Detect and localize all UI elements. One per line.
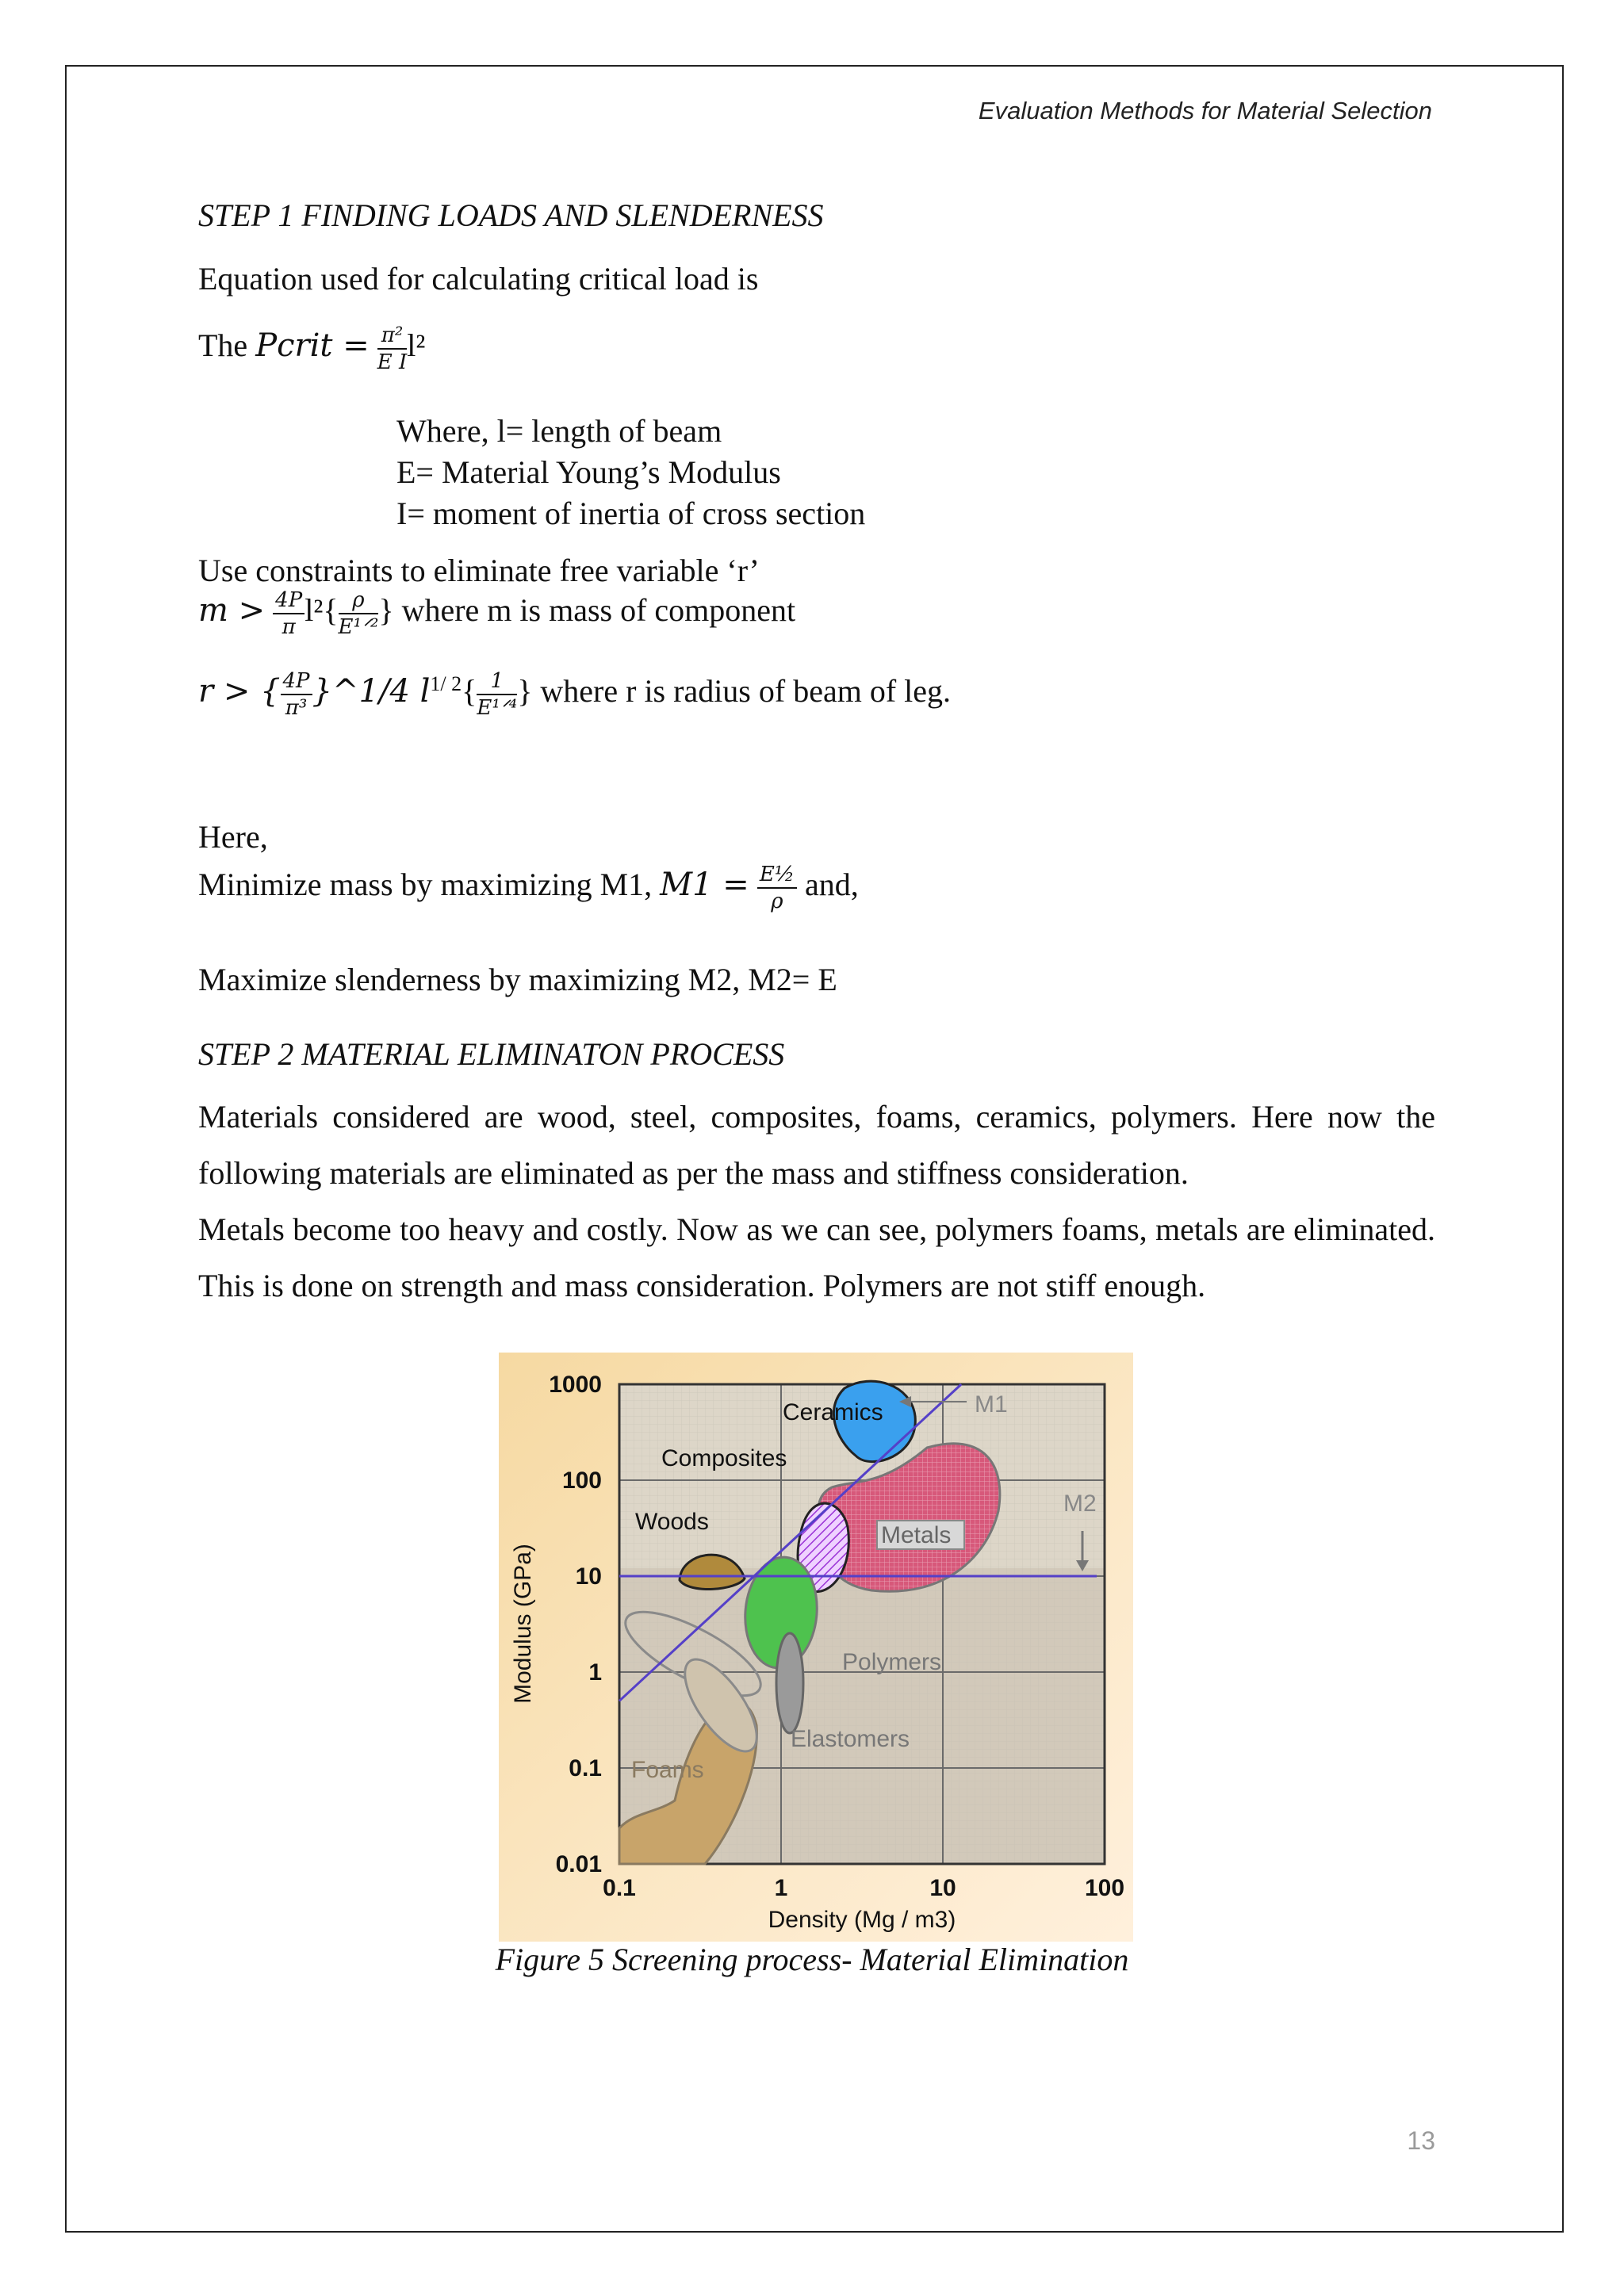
where-block <box>396 411 865 534</box>
r-f1-num: 4P <box>281 671 312 695</box>
m1-line <box>198 864 859 912</box>
label-ceramics: Ceramics <box>783 1399 883 1425</box>
figure-caption: Figure 5 Screening process- Material Elimination <box>495 1942 1129 1977</box>
label-woods: Woods <box>635 1509 709 1535</box>
step2-heading: STEP 2 MATERIAL ELIMINATON PROCESS <box>198 1036 785 1072</box>
radius-equation <box>198 671 951 718</box>
page-number: 13 <box>1407 2126 1435 2155</box>
paragraph-2: Metals become too heavy and costly. Now as we can see, polymers foams, metals are eliminated. This is done on strength and mass consideration. Polymers are not stiff enough. <box>198 1211 1435 1303</box>
x-tick-label: 100 <box>1084 1875 1125 1901</box>
y-tick-label: 0.01 <box>555 1851 602 1877</box>
label-m1: M1 <box>975 1391 1008 1418</box>
m-f1-num: 4P <box>273 590 304 614</box>
x-tick-label: 0.1 <box>603 1875 636 1901</box>
pcrit-equation <box>198 325 425 373</box>
x-tick-label: 10 <box>929 1875 956 1901</box>
where-length: Where, l= length of beam <box>396 413 722 449</box>
r-exp: 1/ 2 <box>430 672 462 695</box>
y-tick-label: 0.1 <box>569 1755 602 1781</box>
x-axis-label: Density (Mg / m3) <box>768 1907 956 1933</box>
equation-intro: Equation used for calculating critical load is <box>198 261 759 297</box>
m-lhs: m > <box>198 592 266 629</box>
label-polymers: Polymers <box>842 1649 942 1675</box>
ashby-chart <box>499 1353 1133 1942</box>
r-f1-den: π³ <box>285 696 308 720</box>
label-m2: M2 <box>1063 1490 1097 1517</box>
r-open: { <box>462 673 477 710</box>
r-f2-den: E¹ᐟ⁴ <box>477 696 518 720</box>
label-metals: Metals <box>881 1522 952 1548</box>
m1-num: E½ <box>757 864 797 889</box>
where-modulus: E= Material Young’s Modulus <box>396 454 781 490</box>
r-mid: }^1/4 l <box>312 673 431 710</box>
constraint-intro: Use constraints to eliminate free variable ‘r’ <box>198 553 760 588</box>
label-foams: Foams <box>631 1757 704 1783</box>
pcrit-prefix: The <box>198 327 248 364</box>
y-tick-label: 1000 <box>549 1372 602 1398</box>
where-inertia: I= moment of inertia of cross section <box>396 496 866 531</box>
r-text: where r is radius of beam of leg. <box>532 673 952 710</box>
pcrit-denominator: E I <box>377 350 408 374</box>
running-header: Evaluation Methods for Material Selection <box>978 97 1432 124</box>
here-label: Here, <box>198 819 268 855</box>
m1-fraction <box>757 864 797 912</box>
y-axis-label: Modulus (GPa) <box>510 1544 536 1704</box>
m-close: } <box>378 592 394 629</box>
m-fraction-1 <box>273 590 304 637</box>
pcrit-tail: l² <box>407 327 426 364</box>
m1-pre: Minimize mass by maximizing M1, <box>198 867 661 903</box>
m2-line: Maximize slenderness by maximizing M2, M2= E <box>198 962 837 997</box>
region-elastomers <box>776 1633 803 1733</box>
r-lhs: r > { <box>198 673 281 710</box>
ashby-chart-figure <box>499 1353 1133 1942</box>
m-f2-den: E¹ᐟ² <box>338 615 379 639</box>
y-tick-label: 100 <box>561 1468 602 1494</box>
r-fraction-2 <box>477 671 517 718</box>
m-mid: l²{ <box>304 592 339 629</box>
r-f2-num: 1 <box>477 671 517 695</box>
label-elastomers: Elastomers <box>791 1726 910 1752</box>
m1-post: and, <box>797 867 859 903</box>
m-text: where m is mass of component <box>393 592 796 629</box>
m-f2-num: ρ <box>339 590 379 614</box>
step1-heading: STEP 1 FINDING LOADS AND SLENDERNESS <box>198 197 824 233</box>
m1-den: ρ <box>771 890 783 913</box>
mass-equation <box>198 590 795 637</box>
y-tick-label: 10 <box>575 1563 602 1590</box>
m-f1-den: π <box>282 615 296 639</box>
y-tick-label: 1 <box>588 1659 602 1686</box>
m1-lhs: M1 = <box>660 867 749 904</box>
r-close: } <box>517 673 533 710</box>
pcrit-fraction <box>377 325 408 373</box>
pcrit-numerator: π² <box>377 325 408 350</box>
m-fraction-2 <box>339 590 379 637</box>
paragraph-1: Materials considered are wood, steel, composites, foams, ceramics, polymers. Here now the following materials are eliminated as per the mass and stiffness consideration. <box>198 1099 1435 1191</box>
pcrit-lhs: Pcrit = <box>255 327 370 365</box>
x-tick-label: 1 <box>774 1875 788 1901</box>
body-paragraphs <box>198 1089 1435 1314</box>
label-composites: Composites <box>661 1445 787 1471</box>
r-fraction-1 <box>281 671 312 718</box>
